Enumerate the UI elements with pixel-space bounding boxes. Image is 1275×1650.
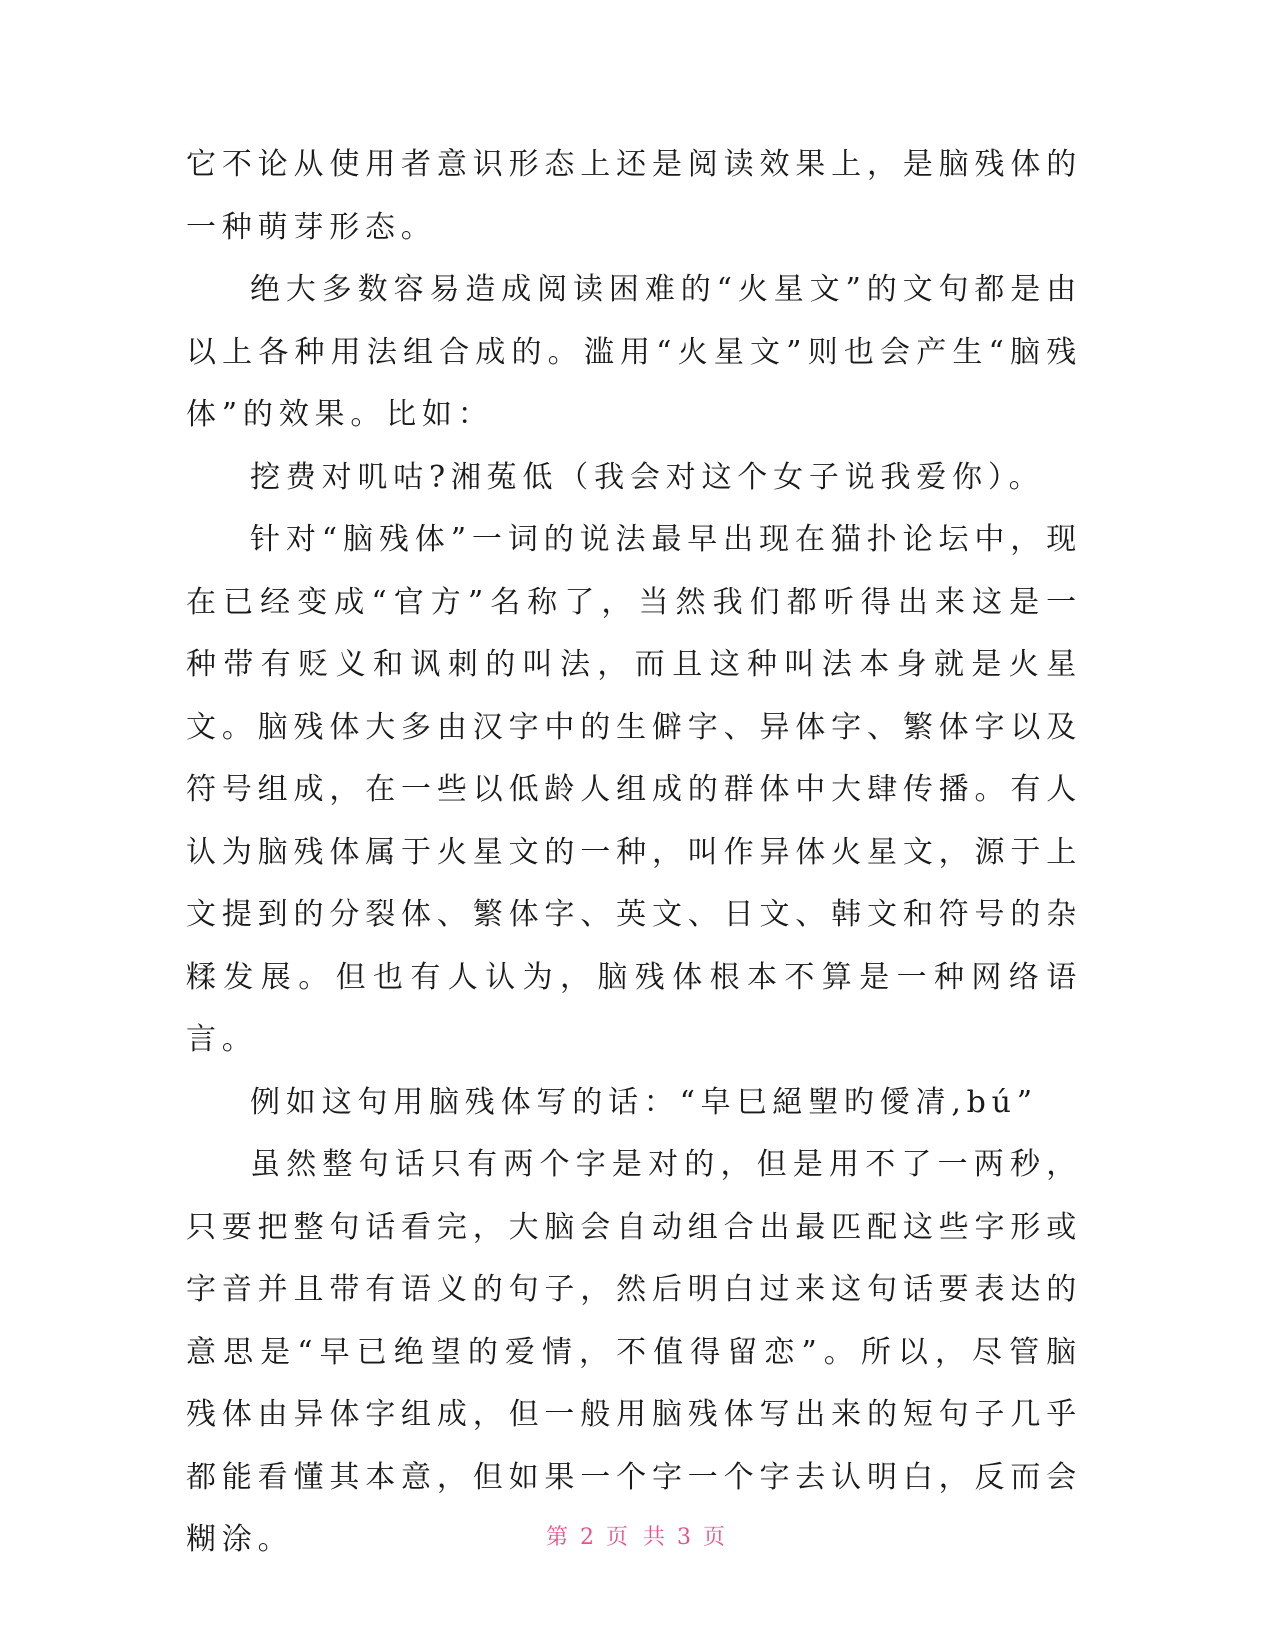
footer-prefix: 第 — [545, 1525, 572, 1550]
paragraph-1: 它不论从使用者意识形态上还是阅读效果上，是脑残体的一种萌芽形态。 — [186, 147, 1082, 245]
footer-total-pages: 3 — [677, 1525, 695, 1550]
page-footer — [0, 1520, 1275, 1551]
paragraph-3: 挖费对叽咕?湘菟低（我会对这个女子说我爱你）。 — [250, 459, 1045, 495]
footer-page-number: 2 — [580, 1525, 598, 1550]
paragraph-4: 针对“脑残体”一词的说法最早出现在猫扑论坛中，现在已经变成“官方”名称了，当然我们都听得出来这是一种带有贬义和讽刺的叫法，而且这种叫法本身就是火星文。脑残体大多由汉字中的生僻字、异体字、繁体字以及符号组成，在一些以低龄人组成的群体中大肆传播。有人认为脑残体属于火星文的一种，叫作异体火星文，源于上文提到的分裂体、繁体字、英文、日文、韩文和符号的杂糅发展。但也有人认为，脑残体根本不算是一种网络语言。 — [186, 522, 1082, 1057]
paragraph-6: 虽然整句话只有两个字是对的，但是用不了一两秒，只要把整句话看完，大脑会自动组合出最匹配这些字形或字音并且带有语义的句子，然后明白过来这句话要表达的意思是“早已绝望的爱情，不值得留恋”。所以，尽管脑残体由异体字组成，但一般用脑残体写出来的短句子几乎都能看懂其本意，但如果一个字一个字去认明白，反而会糊涂。 — [186, 1147, 1082, 1557]
paragraph-5: 例如这句用脑残体写的话：“皁巳絕朢旳僾凊,bú” — [250, 1084, 1038, 1120]
document-body — [186, 134, 1082, 1572]
footer-suffix: 页 — [703, 1525, 730, 1550]
paragraph-2: 绝大多数容易造成阅读困难的“火星文”的文句都是由以上各种用法组合成的。滥用“火星文”则也会产生“脑残体”的效果。比如： — [186, 272, 1082, 432]
footer-middle: 页 共 — [606, 1525, 669, 1550]
